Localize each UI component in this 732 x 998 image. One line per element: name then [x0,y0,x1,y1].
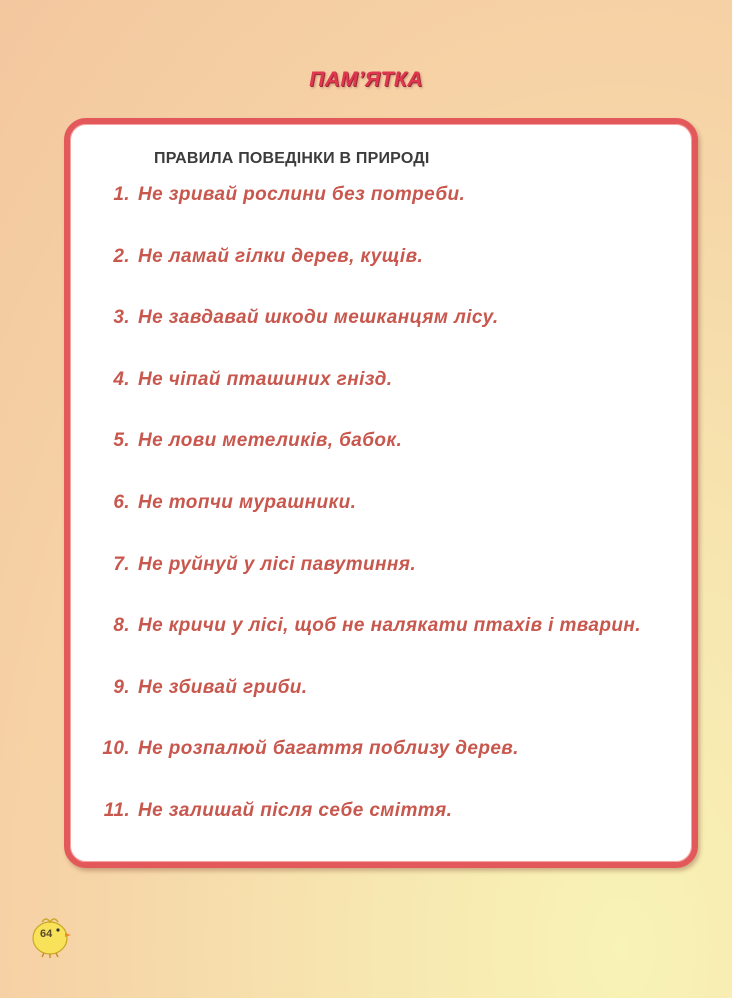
rule-number: 6. [113,491,130,513]
rule-item [70,307,641,369]
page-number-badge [28,912,72,958]
rule-number: 4. [113,368,130,390]
rule-text: Не розпалюй багаття поблизу дерев. [138,738,519,760]
rule-text: Не завдавай шкоди мешканцям лісу. [138,307,499,329]
rule-text: Не збивай гриби. [138,676,308,698]
rule-item [70,677,641,739]
rule-number: 3. [113,307,130,329]
page-number: 64 [40,928,53,940]
rule-number: 7. [113,553,130,575]
rules-card [64,118,698,868]
rule-item [70,369,641,431]
rule-item [70,615,641,677]
rule-text: Не лови метеликів, бабок. [138,430,403,452]
rule-number: 9. [113,676,130,698]
page-title: ПАМ’ЯТКА [309,68,423,91]
rule-text: Не топчи мурашники. [138,491,357,513]
rule-number: 11. [103,799,130,821]
rule-number: 1. [113,184,130,205]
rule-text: Не руйнуй у лісі павутиння. [138,553,417,575]
rule-number: 8. [113,615,130,637]
rule-item [70,430,641,492]
rule-item [70,246,641,308]
rules-heading: ПРАВИЛА ПОВЕДІНКИ В ПРИРОДІ [154,150,430,167]
rule-item [70,492,641,554]
rule-text: Не чіпай пташиних гнізд. [138,368,393,390]
rule-item [70,184,641,246]
rule-number: 5. [113,430,130,452]
rule-number: 2. [113,245,130,267]
rule-item [70,800,641,862]
rule-number: 10. [102,738,130,760]
rule-text: Не зривай рослини без потреби. [138,184,466,205]
rule-item [70,738,641,800]
rule-item [70,554,641,616]
rules-list [70,184,641,862]
rule-text: Не ламай гілки дерев, кущів. [138,245,424,267]
rule-text: Не залишай після себе сміття. [138,799,453,821]
rule-text: Не кричи у лісі, щоб не налякати птахів і тварин. [138,615,641,637]
